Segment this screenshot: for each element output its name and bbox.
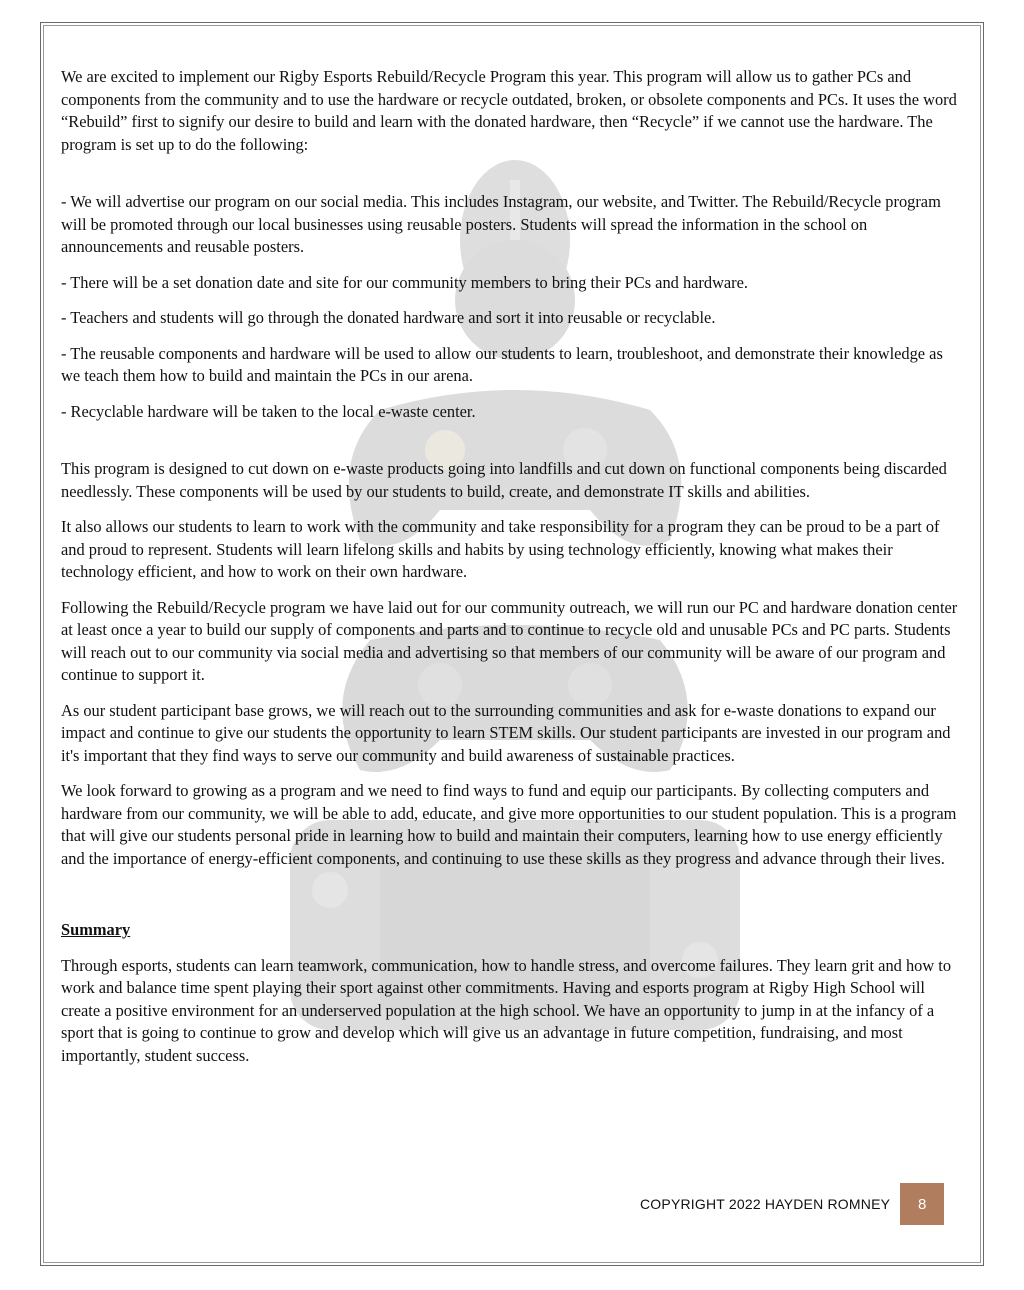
paragraph-funding: We look forward to growing as a program and we need to find ways to fund and equip our participants. By collecting computers and hardware from our community, we will be able to add, educate, and give more opportunities to our student population. This is a program that will give our students personal pride in learning how to build and maintain their computers, learning how to use energy efficiently and the importance of energy-efficient components, and continuing to use these skills as they progress and advance through their lives.	[61, 781, 957, 868]
bullet-sort-hardware: - Teachers and students will go through the donated hardware and sort it into reusable or recyclable.	[61, 308, 716, 327]
bullet-advertise: - We will advertise our program on our social media. This includes Instagram, our website, and Twitter. The Rebuild/Recycle program will be promoted through our local businesses using reusable posters. Students will spread the information in the school on announcements and reusable posters.	[61, 192, 941, 256]
bullet-ewaste-center: - Recyclable hardware will be taken to the local e-waste center.	[61, 401, 476, 421]
summary-paragraph: Through esports, students can learn teamwork, communication, how to handle stress, and overcome failures. They learn grit and how to work and balance time spent playing their sport against other commitments. Having and esports program at Rigby High School will create a positive environment for an underserved population at the high school. We have an opportunity to jump in at the infancy of a sport that is going to continue to grow and develop which will give us an advantage in future competition, fundraising, and most importantly, student success.	[61, 955, 952, 1065]
bullet-donation-date: - There will be a set donation date and site for our community members to bring their PCs and hardware.	[61, 272, 749, 292]
bullet-reusable-components: - The reusable components and hardware will be used to allow our students to learn, troubleshoot, and demonstrate their knowledge as we teach them how to build and maintain the PCs in our arena.	[61, 343, 943, 385]
paragraph-outreach: Following the Rebuild/Recycle program we have laid out for our community outreach, we will run our PC and hardware donation center at least once a year to build our supply of components and parts and to continue to recycle old and unusable PCs and PC parts. Students will reach out to our community via social media and advertising so that members of our community will be aware of our program and continue to support it.	[61, 597, 958, 684]
intro-paragraph: We are excited to implement our Rigby Esports Rebuild/Recycle Program this year. This program will allow us to gather PCs and components from the community and to use the hardware or recycle outdated, broken, or obsolete components and PCs. It uses the word “Rebuild” first to signify our desire to build and learn with the donated hardware, then “Recycle” if we cannot use the hardware. The program is set up to do the following:	[61, 67, 957, 154]
copyright-text: COPYRIGHT 2022 HAYDEN ROMNEY	[640, 1196, 891, 1212]
paragraph-ewaste-purpose: This program is designed to cut down on e-waste products going into landfills and cut down on functional components being discarded needlessly. These components will be used by our students to build, create, and demonstrate IT skills and abilities.	[61, 459, 947, 501]
paragraph-growth: As our student participant base grows, we will reach out to the surrounding communities and ask for e-waste donations to expand our impact and continue to give our students the opportunity to learn STEM skills. Our student participants are invested in our program and it's important that they find ways to serve our community and build awareness of sustainable practices.	[61, 700, 951, 765]
summary-heading: Summary	[61, 920, 131, 939]
page-number: 8	[900, 1183, 944, 1225]
document-body	[61, 66, 966, 1067]
page-footer	[640, 1183, 944, 1225]
paragraph-community: It also allows our students to learn to work with the community and take responsibility for a program they can be proud to be a part of and proud to represent. Students will learn lifelong skills and habits by using technology efficiently, knowing what makes their technology efficient, and how to work on their own hardware.	[61, 517, 940, 581]
